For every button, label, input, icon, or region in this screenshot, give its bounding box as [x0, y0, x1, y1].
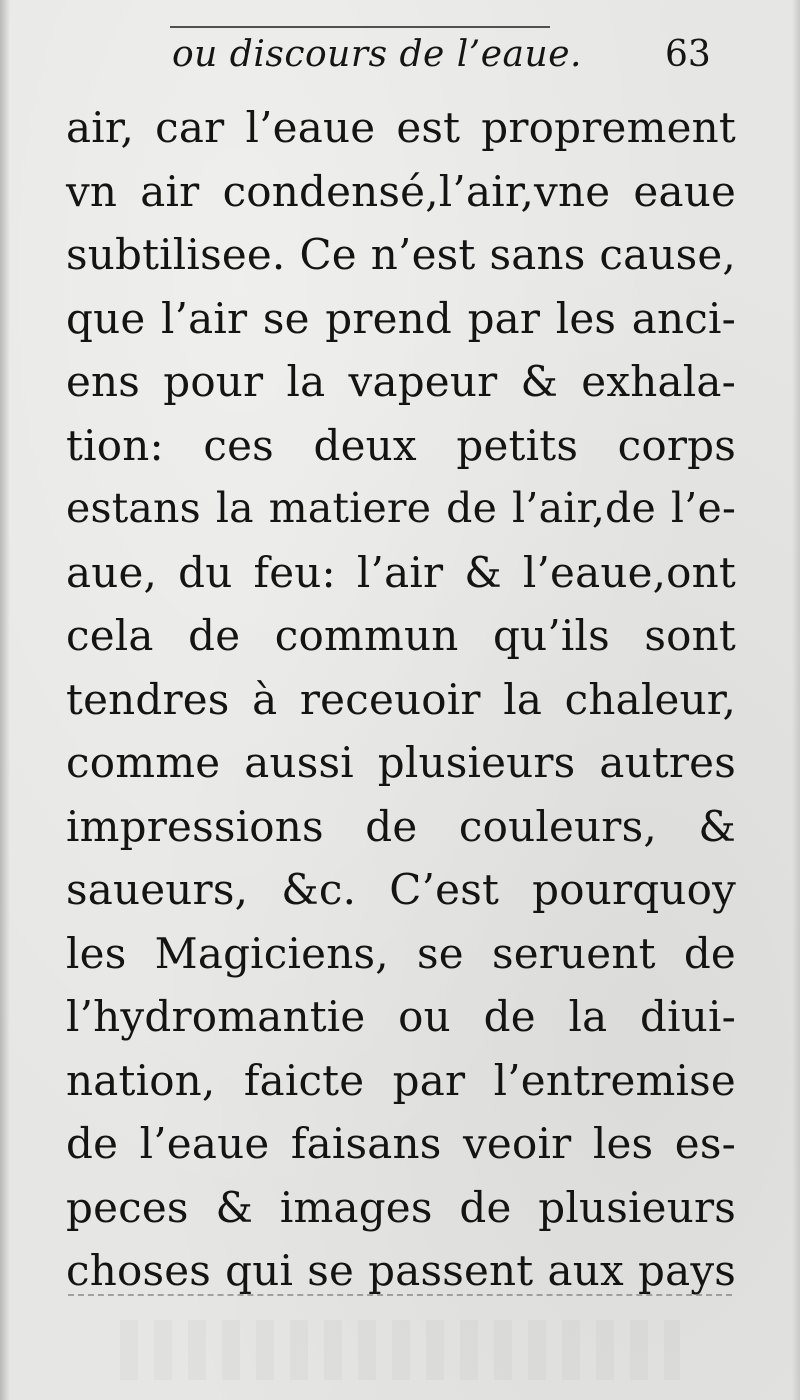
text-line: nation, faicte par l’entremise	[66, 1055, 736, 1105]
text-line: ens pour la vapeur & exhala-	[66, 357, 736, 406]
text-line: cela de commun qu’ils sont	[66, 611, 736, 660]
text-line: subtilisee. Ce n’est sans cause,	[66, 230, 736, 279]
text-line: choses qui se passent aux pays	[66, 1246, 736, 1295]
text-line: aue, du feu: l’air & l’eaue,ont	[66, 547, 736, 597]
text-line: peces & images de plusieurs	[66, 1182, 736, 1232]
text-line: comme aussi plusieurs autres	[66, 738, 736, 787]
text-line: air, car l’eaue est proprement	[66, 103, 736, 152]
body-text	[66, 96, 736, 1303]
text-line: saueurs, &c. C’est pourquoy	[66, 865, 736, 914]
text-line: les Magiciens, se seruent de	[66, 928, 736, 978]
text-line: impressions de couleurs, &	[66, 801, 736, 851]
text-line: tion: ces deux petits corps	[66, 420, 736, 470]
text-line: que l’air se prend par les anci-	[66, 293, 736, 343]
bottom-rule	[68, 1294, 732, 1296]
text-line: tendres à receuoir la chaleur,	[66, 674, 736, 724]
page-edge-shadow	[0, 0, 10, 1400]
page-number: 63	[665, 34, 711, 75]
text-line: de l’eaue faisans veoir les es-	[66, 1119, 736, 1168]
text-line: vn air condensé,l’air,vne eaue	[66, 166, 736, 216]
show-through-texture	[120, 1320, 680, 1380]
running-title: ou discours de l’eaue.	[172, 34, 582, 75]
header-rule	[170, 26, 550, 28]
text-line: estans la matiere de l’air,de l’e-	[66, 484, 736, 532]
text-line: l’hydromantie ou de la diui-	[66, 992, 736, 1041]
page-edge-shadow-right	[792, 0, 800, 1400]
page-header	[0, 22, 800, 92]
